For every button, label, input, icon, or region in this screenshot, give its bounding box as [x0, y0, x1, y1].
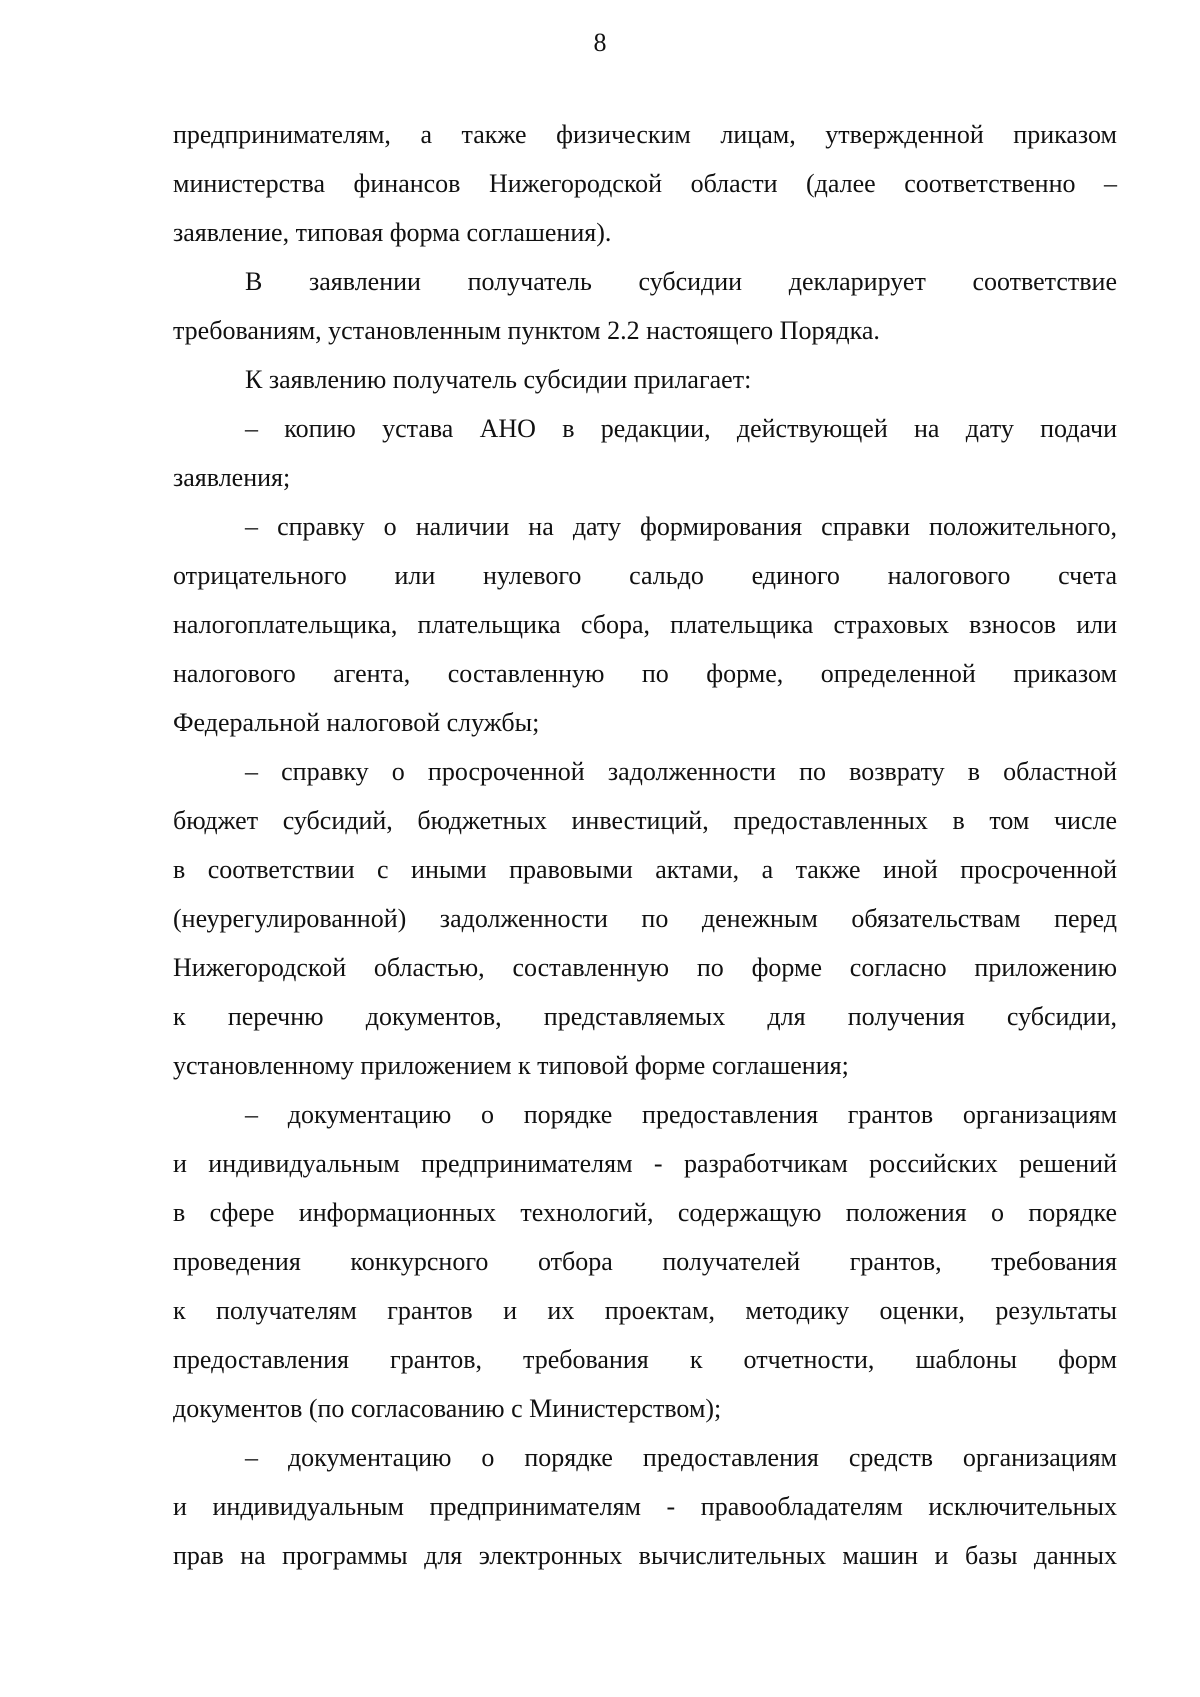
text-line: отрицательного или нулевого сальдо единого налогового счета [173, 561, 1117, 590]
text-line: установленному приложением к типовой форме соглашения; [173, 1051, 849, 1080]
paragraph-declaration [173, 257, 1117, 355]
text-line: к получателям грантов и их проектам, методику оценки, результаты [173, 1296, 1117, 1325]
paragraph-continuation [173, 110, 1117, 257]
list-item-overdue-debt-certificate [173, 747, 1117, 1090]
text-line: – копию устава АНО в редакции, действующей на дату подачи [245, 414, 1117, 443]
list-item-funds-documentation [173, 1433, 1117, 1580]
list-item-tax-balance-certificate [173, 502, 1117, 747]
page-number: 8 [593, 28, 607, 57]
text-line: в соответствии с иными правовыми актами, а также иной просроченной [173, 855, 1117, 884]
text-line: документов (по согласованию с Министерством); [173, 1394, 722, 1423]
text-line: заявления; [173, 463, 291, 492]
text-line: – справку о просроченной задолженности по возврату в областной [245, 757, 1117, 786]
text-line: В заявлении получатель субсидии декларирует соответствие [245, 267, 1117, 296]
text-line: к перечню документов, представляемых для получения субсидии, [173, 1002, 1117, 1031]
text-line: (неурегулированной) задолженности по денежным обязательствам перед [173, 904, 1117, 933]
paragraph-attachments-intro [173, 355, 1117, 404]
text-line: предпринимателям, а также физическим лицам, утвержденной приказом [173, 120, 1117, 149]
text-line: – справку о наличии на дату формирования справки положительного, [245, 512, 1117, 541]
document-body [173, 110, 1117, 1580]
text-line: заявление, типовая форма соглашения). [173, 218, 612, 247]
text-line: К заявлению получатель субсидии прилагает: [245, 365, 752, 394]
text-line: требованиям, установленным пунктом 2.2 настоящего Порядка. [173, 316, 880, 345]
list-item-charter-copy [173, 404, 1117, 502]
text-line: прав на программы для электронных вычислительных машин и базы данных [173, 1541, 1117, 1570]
text-line: налогового агента, составленную по форме, определенной приказом [173, 659, 1117, 688]
text-line: министерства финансов Нижегородской области (далее соответственно – [173, 169, 1117, 198]
text-line: в сфере информационных технологий, содержащую положения о порядке [173, 1198, 1117, 1227]
text-line: – документацию о порядке предоставления грантов организациям [245, 1100, 1117, 1129]
text-line: бюджет субсидий, бюджетных инвестиций, предоставленных в том числе [173, 806, 1117, 835]
text-line: предоставления грантов, требования к отчетности, шаблоны форм [173, 1345, 1117, 1374]
list-item-grants-documentation [173, 1090, 1117, 1433]
text-line: и индивидуальным предпринимателям - разработчикам российских решений [173, 1149, 1117, 1178]
text-line: – документацию о порядке предоставления средств организациям [245, 1443, 1117, 1472]
text-line: Нижегородской областью, составленную по форме согласно приложению [173, 953, 1117, 982]
text-line: проведения конкурсного отбора получателей грантов, требования [173, 1247, 1117, 1276]
text-line: налогоплательщика, плательщика сбора, плательщика страховых взносов или [173, 610, 1117, 639]
text-line: и индивидуальным предпринимателям - правообладателям исключительных [173, 1492, 1117, 1521]
text-line: Федеральной налоговой службы; [173, 708, 540, 737]
